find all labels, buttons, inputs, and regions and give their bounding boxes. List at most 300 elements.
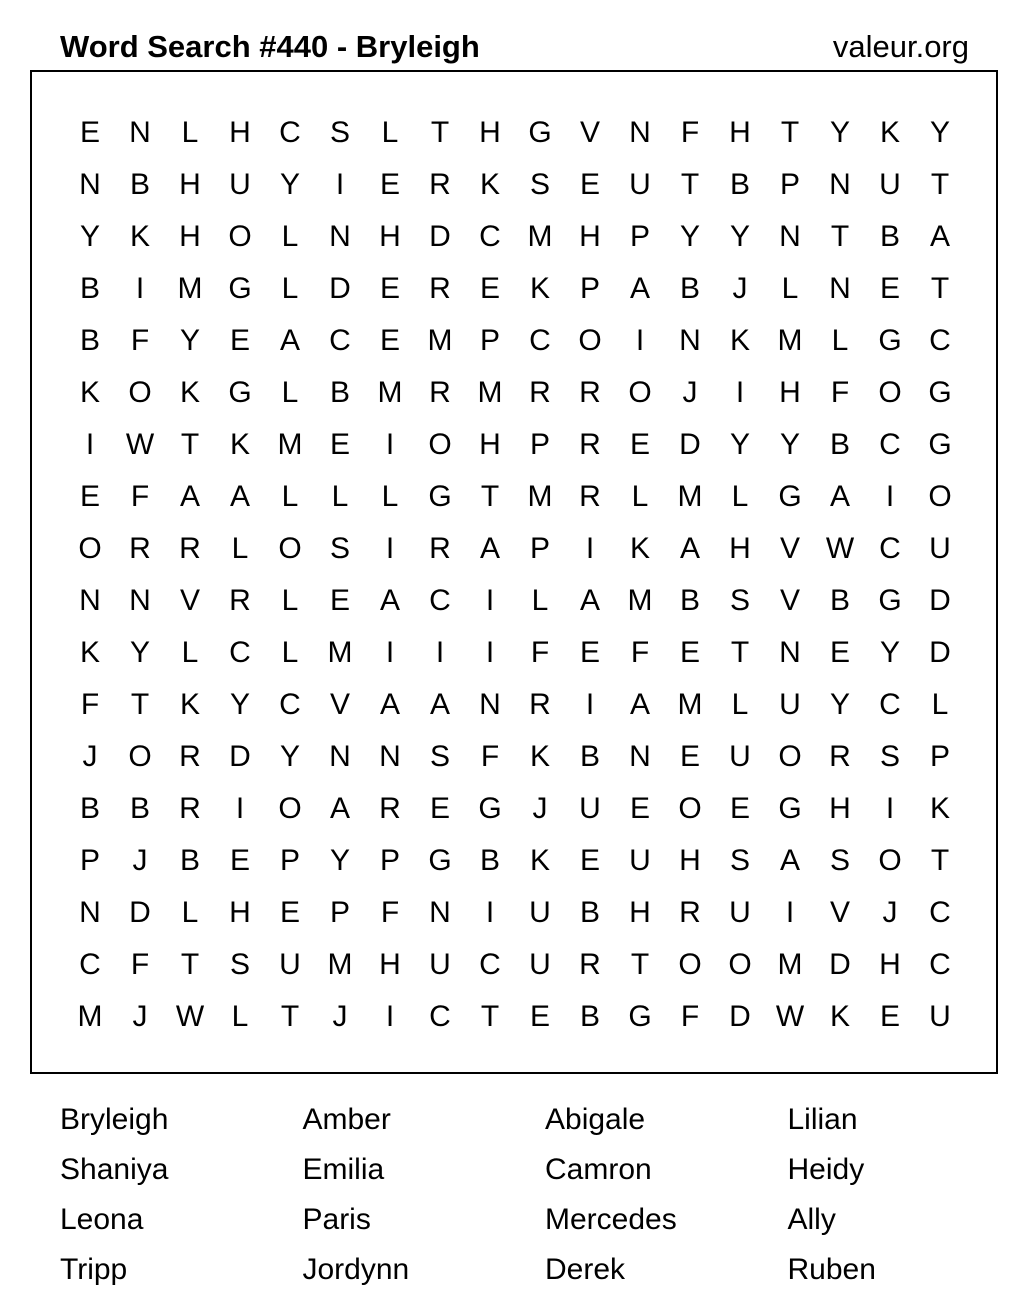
grid-letter[interactable]: E <box>879 1000 900 1033</box>
grid-letter[interactable]: Y <box>929 116 950 149</box>
grid-letter[interactable]: T <box>680 168 700 201</box>
grid-letter[interactable]: H <box>579 220 601 253</box>
grid-letter[interactable]: R <box>679 896 701 929</box>
grid-letter[interactable]: P <box>779 168 800 201</box>
grid-letter[interactable]: U <box>629 844 651 877</box>
grid-letter[interactable]: R <box>579 948 601 981</box>
grid-letter[interactable]: T <box>430 116 450 149</box>
grid-letter[interactable]: O <box>228 220 252 253</box>
grid-letter[interactable]: M <box>477 376 503 409</box>
grid-letter[interactable]: I <box>885 480 895 513</box>
grid-letter[interactable]: V <box>829 896 850 929</box>
grid-letter[interactable]: O <box>678 948 702 981</box>
grid-letter[interactable]: U <box>879 168 901 201</box>
grid-letter[interactable]: N <box>129 584 151 617</box>
grid-letter[interactable]: U <box>779 688 801 721</box>
grid-letter[interactable]: H <box>179 168 201 201</box>
grid-letter[interactable]: I <box>585 532 595 565</box>
grid-letter[interactable]: R <box>429 376 451 409</box>
grid-letter[interactable]: S <box>329 532 350 565</box>
grid-letter[interactable]: O <box>278 532 302 565</box>
grid-letter[interactable]: U <box>929 532 951 565</box>
grid-letter[interactable]: E <box>829 636 850 669</box>
grid-letter[interactable]: U <box>279 948 301 981</box>
grid-letter[interactable]: N <box>479 688 501 721</box>
grid-letter[interactable]: L <box>331 480 349 513</box>
grid-letter[interactable]: P <box>79 844 100 877</box>
grid-letter[interactable]: A <box>179 480 200 513</box>
grid-letter[interactable]: W <box>125 428 155 461</box>
grid-letter[interactable]: K <box>79 636 100 669</box>
grid-letter[interactable]: O <box>578 324 602 357</box>
grid-letter[interactable]: S <box>879 740 900 773</box>
grid-letter[interactable]: K <box>129 220 150 253</box>
grid-letter[interactable]: M <box>177 272 203 305</box>
grid-letter[interactable]: E <box>329 428 350 461</box>
grid-letter[interactable]: R <box>429 272 451 305</box>
grid-letter[interactable]: R <box>579 480 601 513</box>
grid-letter[interactable]: A <box>629 688 650 721</box>
grid-letter[interactable]: J <box>882 896 898 929</box>
grid-letter[interactable]: Y <box>329 844 350 877</box>
grid-letter[interactable]: A <box>479 532 500 565</box>
grid-letter[interactable]: H <box>729 116 751 149</box>
grid-letter[interactable]: M <box>327 636 353 669</box>
grid-letter[interactable]: S <box>329 116 350 149</box>
grid-letter[interactable]: D <box>129 896 151 929</box>
grid-letter[interactable]: H <box>179 220 201 253</box>
grid-letter[interactable]: L <box>281 584 299 617</box>
grid-letter[interactable]: R <box>829 740 851 773</box>
grid-letter[interactable]: H <box>879 948 901 981</box>
grid-letter[interactable]: R <box>529 376 551 409</box>
grid-letter[interactable]: S <box>729 844 750 877</box>
grid-letter[interactable]: A <box>679 532 700 565</box>
grid-letter[interactable]: S <box>729 584 750 617</box>
grid-letter[interactable]: R <box>579 376 601 409</box>
grid-letter[interactable]: O <box>778 740 802 773</box>
grid-letter[interactable]: K <box>179 688 200 721</box>
grid-letter[interactable]: U <box>229 168 251 201</box>
grid-letter[interactable]: J <box>532 792 548 825</box>
grid-letter[interactable]: H <box>779 376 801 409</box>
grid-letter[interactable]: H <box>229 896 251 929</box>
grid-letter[interactable]: L <box>831 324 849 357</box>
grid-letter[interactable]: G <box>428 844 452 877</box>
grid-letter[interactable]: R <box>179 792 201 825</box>
grid-letter[interactable]: D <box>829 948 851 981</box>
grid-letter[interactable]: T <box>930 844 950 877</box>
grid-letter[interactable]: T <box>930 168 950 201</box>
grid-letter[interactable]: I <box>585 688 595 721</box>
grid-letter[interactable]: I <box>785 896 795 929</box>
grid-letter[interactable]: B <box>329 376 350 409</box>
grid-letter[interactable]: H <box>229 116 251 149</box>
grid-letter[interactable]: E <box>879 272 900 305</box>
grid-letter[interactable]: B <box>579 740 600 773</box>
grid-letter[interactable]: A <box>279 324 300 357</box>
grid-letter[interactable]: T <box>480 480 500 513</box>
grid-letter[interactable]: C <box>429 1000 451 1033</box>
grid-letter[interactable]: A <box>379 584 400 617</box>
grid-letter[interactable]: G <box>478 792 502 825</box>
grid-letter[interactable]: M <box>777 324 803 357</box>
grid-letter[interactable]: K <box>529 740 550 773</box>
grid-letter[interactable]: Y <box>279 740 300 773</box>
grid-letter[interactable]: O <box>878 376 902 409</box>
grid-letter[interactable]: U <box>579 792 601 825</box>
grid-letter[interactable]: O <box>128 740 152 773</box>
grid-letter[interactable]: W <box>825 532 855 565</box>
grid-letter[interactable]: W <box>175 1000 205 1033</box>
grid-letter[interactable]: U <box>529 948 551 981</box>
grid-letter[interactable]: F <box>80 688 100 721</box>
grid-letter[interactable]: F <box>830 376 850 409</box>
grid-letter[interactable]: F <box>130 948 150 981</box>
grid-letter[interactable]: E <box>679 740 700 773</box>
grid-letter[interactable]: S <box>529 168 550 201</box>
grid-letter[interactable]: E <box>629 428 650 461</box>
grid-letter[interactable]: A <box>629 272 650 305</box>
grid-letter[interactable]: I <box>135 272 145 305</box>
grid-letter[interactable]: S <box>829 844 850 877</box>
grid-letter[interactable]: P <box>629 220 650 253</box>
grid-letter[interactable]: M <box>427 324 453 357</box>
grid-letter[interactable]: C <box>79 948 101 981</box>
grid-letter[interactable]: N <box>379 740 401 773</box>
grid-letter[interactable]: O <box>728 948 752 981</box>
grid-letter[interactable]: I <box>635 324 645 357</box>
grid-letter[interactable]: M <box>777 948 803 981</box>
grid-letter[interactable]: G <box>628 1000 652 1033</box>
grid-letter[interactable]: Y <box>229 688 250 721</box>
grid-letter[interactable]: E <box>579 168 600 201</box>
grid-letter[interactable]: U <box>729 896 751 929</box>
grid-letter[interactable]: S <box>229 948 250 981</box>
grid-letter[interactable]: N <box>829 272 851 305</box>
grid-letter[interactable]: Y <box>729 220 750 253</box>
grid-letter[interactable]: T <box>180 428 200 461</box>
grid-letter[interactable]: B <box>79 324 100 357</box>
grid-letter[interactable]: H <box>629 896 651 929</box>
grid-letter[interactable]: J <box>132 844 148 877</box>
grid-letter[interactable]: E <box>79 116 100 149</box>
grid-letter[interactable]: O <box>878 844 902 877</box>
grid-letter[interactable]: R <box>429 168 451 201</box>
grid-letter[interactable]: H <box>379 948 401 981</box>
grid-letter[interactable]: U <box>929 1000 951 1033</box>
grid-letter[interactable]: P <box>579 272 600 305</box>
grid-letter[interactable]: L <box>381 116 399 149</box>
grid-letter[interactable]: E <box>579 844 600 877</box>
grid-letter[interactable]: O <box>278 792 302 825</box>
grid-letter[interactable]: N <box>679 324 701 357</box>
grid-letter[interactable]: I <box>235 792 245 825</box>
grid-letter[interactable]: G <box>778 792 802 825</box>
grid-letter[interactable]: K <box>729 324 750 357</box>
grid-letter[interactable]: R <box>179 532 201 565</box>
grid-letter[interactable]: S <box>429 740 450 773</box>
grid-letter[interactable]: O <box>678 792 702 825</box>
grid-letter[interactable]: N <box>779 636 801 669</box>
grid-letter[interactable]: O <box>928 480 952 513</box>
grid-letter[interactable]: M <box>527 220 553 253</box>
grid-letter[interactable]: G <box>878 324 902 357</box>
grid-letter[interactable]: E <box>479 272 500 305</box>
grid-letter[interactable]: Y <box>879 636 900 669</box>
grid-letter[interactable]: H <box>379 220 401 253</box>
grid-letter[interactable]: B <box>479 844 500 877</box>
grid-letter[interactable]: C <box>879 532 901 565</box>
grid-letter[interactable]: T <box>280 1000 300 1033</box>
grid-letter[interactable]: L <box>181 896 199 929</box>
grid-letter[interactable]: F <box>480 740 500 773</box>
grid-letter[interactable]: R <box>429 532 451 565</box>
grid-letter[interactable]: E <box>379 272 400 305</box>
grid-letter[interactable]: C <box>479 220 501 253</box>
grid-letter[interactable]: Y <box>79 220 100 253</box>
grid-letter[interactable]: T <box>630 948 650 981</box>
grid-letter[interactable]: K <box>629 532 650 565</box>
grid-letter[interactable]: K <box>229 428 250 461</box>
grid-letter[interactable]: F <box>130 324 150 357</box>
grid-letter[interactable]: N <box>79 584 101 617</box>
grid-letter[interactable]: H <box>479 428 501 461</box>
grid-letter[interactable]: O <box>428 428 452 461</box>
grid-letter[interactable]: D <box>329 272 351 305</box>
grid-letter[interactable]: K <box>879 116 900 149</box>
grid-letter[interactable]: B <box>129 168 150 201</box>
grid-letter[interactable]: K <box>79 376 100 409</box>
grid-letter[interactable]: L <box>181 636 199 669</box>
grid-letter[interactable]: C <box>479 948 501 981</box>
grid-letter[interactable]: C <box>879 428 901 461</box>
grid-letter[interactable]: Y <box>829 688 850 721</box>
grid-letter[interactable]: N <box>429 896 451 929</box>
grid-letter[interactable]: C <box>929 948 951 981</box>
grid-letter[interactable]: B <box>829 584 850 617</box>
grid-letter[interactable]: I <box>385 636 395 669</box>
grid-letter[interactable]: D <box>929 636 951 669</box>
grid-letter[interactable]: P <box>479 324 500 357</box>
grid-letter[interactable]: C <box>329 324 351 357</box>
grid-letter[interactable]: I <box>485 636 495 669</box>
grid-letter[interactable]: Y <box>279 168 300 201</box>
grid-letter[interactable]: A <box>429 688 450 721</box>
grid-letter[interactable]: K <box>529 844 550 877</box>
grid-letter[interactable]: T <box>930 272 950 305</box>
grid-letter[interactable]: R <box>179 740 201 773</box>
grid-letter[interactable]: H <box>479 116 501 149</box>
grid-letter[interactable]: N <box>329 220 351 253</box>
grid-letter[interactable]: L <box>931 688 949 721</box>
grid-letter[interactable]: N <box>779 220 801 253</box>
grid-letter[interactable]: B <box>579 896 600 929</box>
grid-letter[interactable]: F <box>130 480 150 513</box>
grid-letter[interactable]: L <box>281 376 299 409</box>
grid-letter[interactable]: A <box>829 480 850 513</box>
grid-letter[interactable]: G <box>778 480 802 513</box>
grid-letter[interactable]: M <box>527 480 553 513</box>
grid-letter[interactable]: E <box>229 844 250 877</box>
grid-letter[interactable]: C <box>529 324 551 357</box>
grid-letter[interactable]: F <box>380 896 400 929</box>
grid-letter[interactable]: H <box>679 844 701 877</box>
grid-letter[interactable]: L <box>781 272 799 305</box>
grid-letter[interactable]: G <box>528 116 552 149</box>
grid-letter[interactable]: E <box>379 324 400 357</box>
grid-letter[interactable]: D <box>929 584 951 617</box>
grid-letter[interactable]: E <box>329 584 350 617</box>
grid-letter[interactable]: N <box>129 116 151 149</box>
grid-letter[interactable]: U <box>629 168 651 201</box>
grid-letter[interactable]: B <box>679 272 700 305</box>
grid-letter[interactable]: P <box>279 844 300 877</box>
grid-letter[interactable]: I <box>435 636 445 669</box>
grid-letter[interactable]: Y <box>129 636 150 669</box>
grid-letter[interactable]: E <box>579 636 600 669</box>
grid-letter[interactable]: C <box>879 688 901 721</box>
grid-letter[interactable]: A <box>579 584 600 617</box>
grid-letter[interactable]: T <box>480 1000 500 1033</box>
grid-letter[interactable]: B <box>729 168 750 201</box>
grid-letter[interactable]: J <box>682 376 698 409</box>
grid-letter[interactable]: M <box>77 1000 103 1033</box>
grid-letter[interactable]: V <box>579 116 600 149</box>
grid-letter[interactable]: K <box>529 272 550 305</box>
grid-letter[interactable]: B <box>129 792 150 825</box>
grid-letter[interactable]: T <box>180 948 200 981</box>
grid-letter[interactable]: C <box>929 896 951 929</box>
grid-letter[interactable]: E <box>379 168 400 201</box>
grid-letter[interactable]: P <box>529 532 550 565</box>
grid-letter[interactable]: L <box>181 116 199 149</box>
grid-letter[interactable]: C <box>929 324 951 357</box>
grid-letter[interactable]: L <box>231 532 249 565</box>
grid-letter[interactable]: N <box>629 116 651 149</box>
grid-letter[interactable]: I <box>335 168 345 201</box>
grid-letter[interactable]: A <box>929 220 950 253</box>
grid-letter[interactable]: I <box>385 532 395 565</box>
grid-letter[interactable]: L <box>731 480 749 513</box>
grid-letter[interactable]: E <box>529 1000 550 1033</box>
grid-letter[interactable]: R <box>529 688 551 721</box>
grid-letter[interactable]: Y <box>779 428 800 461</box>
grid-letter[interactable]: Y <box>679 220 700 253</box>
grid-letter[interactable]: B <box>79 792 100 825</box>
grid-letter[interactable]: M <box>377 376 403 409</box>
grid-letter[interactable]: L <box>531 584 549 617</box>
grid-letter[interactable]: I <box>485 584 495 617</box>
grid-letter[interactable]: A <box>379 688 400 721</box>
grid-letter[interactable]: N <box>629 740 651 773</box>
grid-letter[interactable]: M <box>677 480 703 513</box>
grid-letter[interactable]: D <box>429 220 451 253</box>
grid-letter[interactable]: P <box>929 740 950 773</box>
grid-letter[interactable]: F <box>680 1000 700 1033</box>
grid-letter[interactable]: J <box>82 740 98 773</box>
grid-letter[interactable]: T <box>130 688 150 721</box>
grid-letter[interactable]: D <box>729 1000 751 1033</box>
grid-letter[interactable]: F <box>630 636 650 669</box>
grid-letter[interactable]: N <box>329 740 351 773</box>
grid-letter[interactable]: K <box>479 168 500 201</box>
grid-letter[interactable]: G <box>428 480 452 513</box>
grid-letter[interactable]: N <box>829 168 851 201</box>
grid-letter[interactable]: E <box>279 896 300 929</box>
grid-letter[interactable]: C <box>429 584 451 617</box>
grid-letter[interactable]: B <box>679 584 700 617</box>
grid-letter[interactable]: K <box>929 792 950 825</box>
grid-letter[interactable]: L <box>281 272 299 305</box>
grid-letter[interactable]: H <box>829 792 851 825</box>
grid-letter[interactable]: G <box>928 428 952 461</box>
grid-letter[interactable]: P <box>329 896 350 929</box>
grid-letter[interactable]: E <box>679 636 700 669</box>
grid-letter[interactable]: T <box>730 636 750 669</box>
grid-letter[interactable]: G <box>878 584 902 617</box>
grid-letter[interactable]: U <box>529 896 551 929</box>
grid-letter[interactable]: R <box>129 532 151 565</box>
grid-letter[interactable]: N <box>79 168 101 201</box>
grid-letter[interactable]: Y <box>829 116 850 149</box>
grid-letter[interactable]: O <box>628 376 652 409</box>
grid-letter[interactable]: Y <box>179 324 200 357</box>
grid-letter[interactable]: I <box>385 428 395 461</box>
grid-letter[interactable]: W <box>775 1000 805 1033</box>
grid-letter[interactable]: F <box>680 116 700 149</box>
grid-letter[interactable]: I <box>385 1000 395 1033</box>
grid-letter[interactable]: G <box>228 376 252 409</box>
grid-letter[interactable]: D <box>229 740 251 773</box>
grid-letter[interactable]: M <box>277 428 303 461</box>
grid-letter[interactable]: M <box>327 948 353 981</box>
grid-letter[interactable]: G <box>228 272 252 305</box>
grid-letter[interactable]: U <box>429 948 451 981</box>
grid-letter[interactable]: L <box>381 480 399 513</box>
grid-letter[interactable]: A <box>229 480 250 513</box>
grid-letter[interactable]: D <box>679 428 701 461</box>
grid-letter[interactable]: L <box>281 220 299 253</box>
grid-letter[interactable]: M <box>677 688 703 721</box>
grid-letter[interactable]: U <box>729 740 751 773</box>
grid-letter[interactable]: R <box>379 792 401 825</box>
grid-letter[interactable]: R <box>229 584 251 617</box>
grid-letter[interactable]: B <box>79 272 100 305</box>
grid-letter[interactable]: E <box>229 324 250 357</box>
grid-letter[interactable]: B <box>579 1000 600 1033</box>
grid-letter[interactable]: J <box>732 272 748 305</box>
grid-letter[interactable]: J <box>332 1000 348 1033</box>
grid-letter[interactable]: N <box>79 896 101 929</box>
grid-letter[interactable]: L <box>731 688 749 721</box>
grid-letter[interactable]: I <box>85 428 95 461</box>
grid-letter[interactable]: C <box>279 688 301 721</box>
grid-letter[interactable]: I <box>485 896 495 929</box>
grid-letter[interactable]: I <box>735 376 745 409</box>
grid-letter[interactable]: L <box>281 636 299 669</box>
grid-letter[interactable]: B <box>879 220 900 253</box>
grid-letter[interactable]: F <box>530 636 550 669</box>
grid-letter[interactable]: K <box>179 376 200 409</box>
grid-letter[interactable]: E <box>79 480 100 513</box>
grid-letter[interactable]: P <box>379 844 400 877</box>
grid-letter[interactable]: Y <box>729 428 750 461</box>
grid-letter[interactable]: O <box>128 376 152 409</box>
grid-letter[interactable]: O <box>78 532 102 565</box>
grid-letter[interactable]: B <box>829 428 850 461</box>
grid-letter[interactable]: V <box>779 532 800 565</box>
